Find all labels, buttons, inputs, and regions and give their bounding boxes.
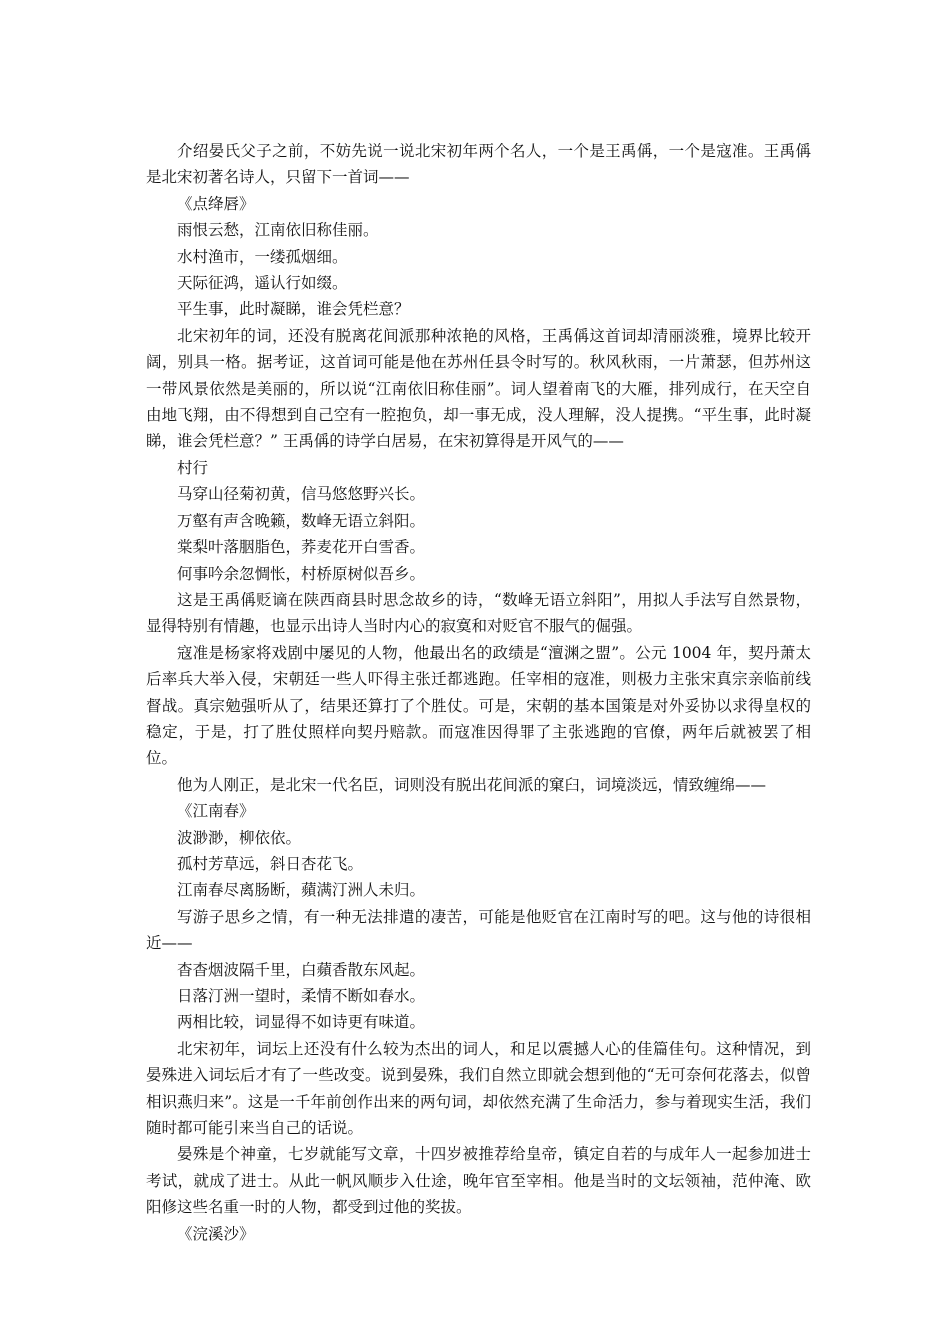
article-body xyxy=(146,138,811,1247)
poem-line: 马穿山径菊初黄，信马悠悠野兴长。 xyxy=(177,485,426,504)
poem-line: 日落汀洲一望时，柔情不断如春水。 xyxy=(177,987,426,1005)
paragraph-commentary: 写游子思乡之情，有一种无法排遣的凄苦，可能是他贬官在江南时写的吧。这与他的诗很相近—— xyxy=(146,907,811,953)
paragraph-yan-shu-intro: 北宋初年，词坛上还没有什么较为杰出的词人，和足以震撼人心的佳篇佳句。这种情况，到晏殊进入词坛后才有了一些改变。说到晏殊，我们自然立即就会想到他的“无可奈何花落去，似曾相识燕归来”。这是一千年前创作出来的两句词，却依然充满了生命活力，参与着现实生活，我们随时都可能引来当自己的话说。 xyxy=(146,1039,811,1138)
poem-title-jiangnanchun: 《江南春》 xyxy=(177,802,255,821)
paragraph-commentary: 这是王禹偁贬谪在陕西商县时思念故乡的诗，“数峰无语立斜阳”，用拟人手法写自然景物，显得特别有情趣，也显示出诗人当时内心的寂寞和对贬官不服气的倔强。 xyxy=(146,590,811,636)
poem-title-cunxing: 村行 xyxy=(177,458,209,477)
paragraph-kou-zhun: 寇准是杨家将戏剧中屡见的人物，他最出名的政绩是“澶渊之盟”。公元 1004 年，契丹萧太后率兵大举入侵，宋朝廷一些人吓得主张迁都逃跑。任宰相的寇准，则极力主张宋真宗亲临前线督战。真宗勉强听从了，结果还算打了个胜仗。可是，宋朝的基本国策是对外妥协以求得皇权的稳定，于是，打了胜仗照样向契丹赔款。而寇准因得罪了主张逃跑的官僚，两年后就被罢了相位。 xyxy=(146,643,811,768)
poem-line: 天际征鸿，遥认行如缀。 xyxy=(177,274,348,293)
poem-line: 何事吟余忽惆怅，村桥原树似吾乡。 xyxy=(177,564,426,583)
paragraph-yan-shu-bio: 晏殊是个神童，七岁就能写文章，十四岁被推荐给皇帝，镇定自若的与成年人一起参加进士考试，就成了进士。从此一帆风顺步入仕途，晚年官至宰相。他是当时的文坛领袖，范仲淹、欧阳修这些名重一时的人物，都受到过他的奖拔。 xyxy=(146,1145,811,1217)
poem-title-huanxisha: 《浣溪沙》 xyxy=(177,1224,255,1243)
poem-line: 万壑有声含晚籁，数峰无语立斜阳。 xyxy=(177,511,426,530)
poem-line: 平生事，此时凝睇，谁会凭栏意？ xyxy=(177,300,410,319)
paragraph-intro: 介绍晏氏父子之前，不妨先说一说北宋初年两个名人，一个是王禹偁，一个是寇准。王禹偁是北宋初著名诗人，只留下一首词—— xyxy=(146,142,811,187)
poem-line: 江南春尽离肠断，蘋满汀洲人未归。 xyxy=(177,881,426,900)
poem-line: 水村渔市，一缕孤烟细。 xyxy=(177,247,348,266)
poem-line: 雨恨云愁，江南依旧称佳丽。 xyxy=(177,221,379,240)
paragraph-commentary: 他为人刚正，是北宋一代名臣，词则没有脱出花间派的窠臼，词境淡远，情致缠绵—— xyxy=(177,775,767,794)
poem-line: 孤村芳草远，斜日杏花飞。 xyxy=(177,854,364,873)
poem-line: 杳杳烟波隔千里，白蘋香散东风起。 xyxy=(177,960,426,979)
paragraph-commentary: 北宋初年的词，还没有脱离花间派那种浓艳的风格，王禹偁这首词却清丽淡雅，境界比较开阔，别具一格。据考证，这首词可能是他在苏州任县令时写的。秋风秋雨，一片萧瑟，但苏州这一带风景依然是美丽的，所以说“江南依旧称佳丽”。词人望着南飞的大雁，排列成行，在天空自由地飞翔，由不得想到自己空有一腔抱负，却一事无成，没人理解，没人提携。“平生事，此时凝睇，谁会凭栏意？” 王禹偁的诗学白居易，在宋初算得是开风气的—— xyxy=(146,326,811,451)
poem-title-dianjiangchun: 《点绛唇》 xyxy=(177,194,255,213)
poem-line: 波渺渺，柳依依。 xyxy=(177,828,302,847)
paragraph-commentary: 两相比较，词显得不如诗更有味道。 xyxy=(177,1013,426,1032)
poem-line: 棠梨叶落胭脂色，荞麦花开白雪香。 xyxy=(177,538,426,557)
